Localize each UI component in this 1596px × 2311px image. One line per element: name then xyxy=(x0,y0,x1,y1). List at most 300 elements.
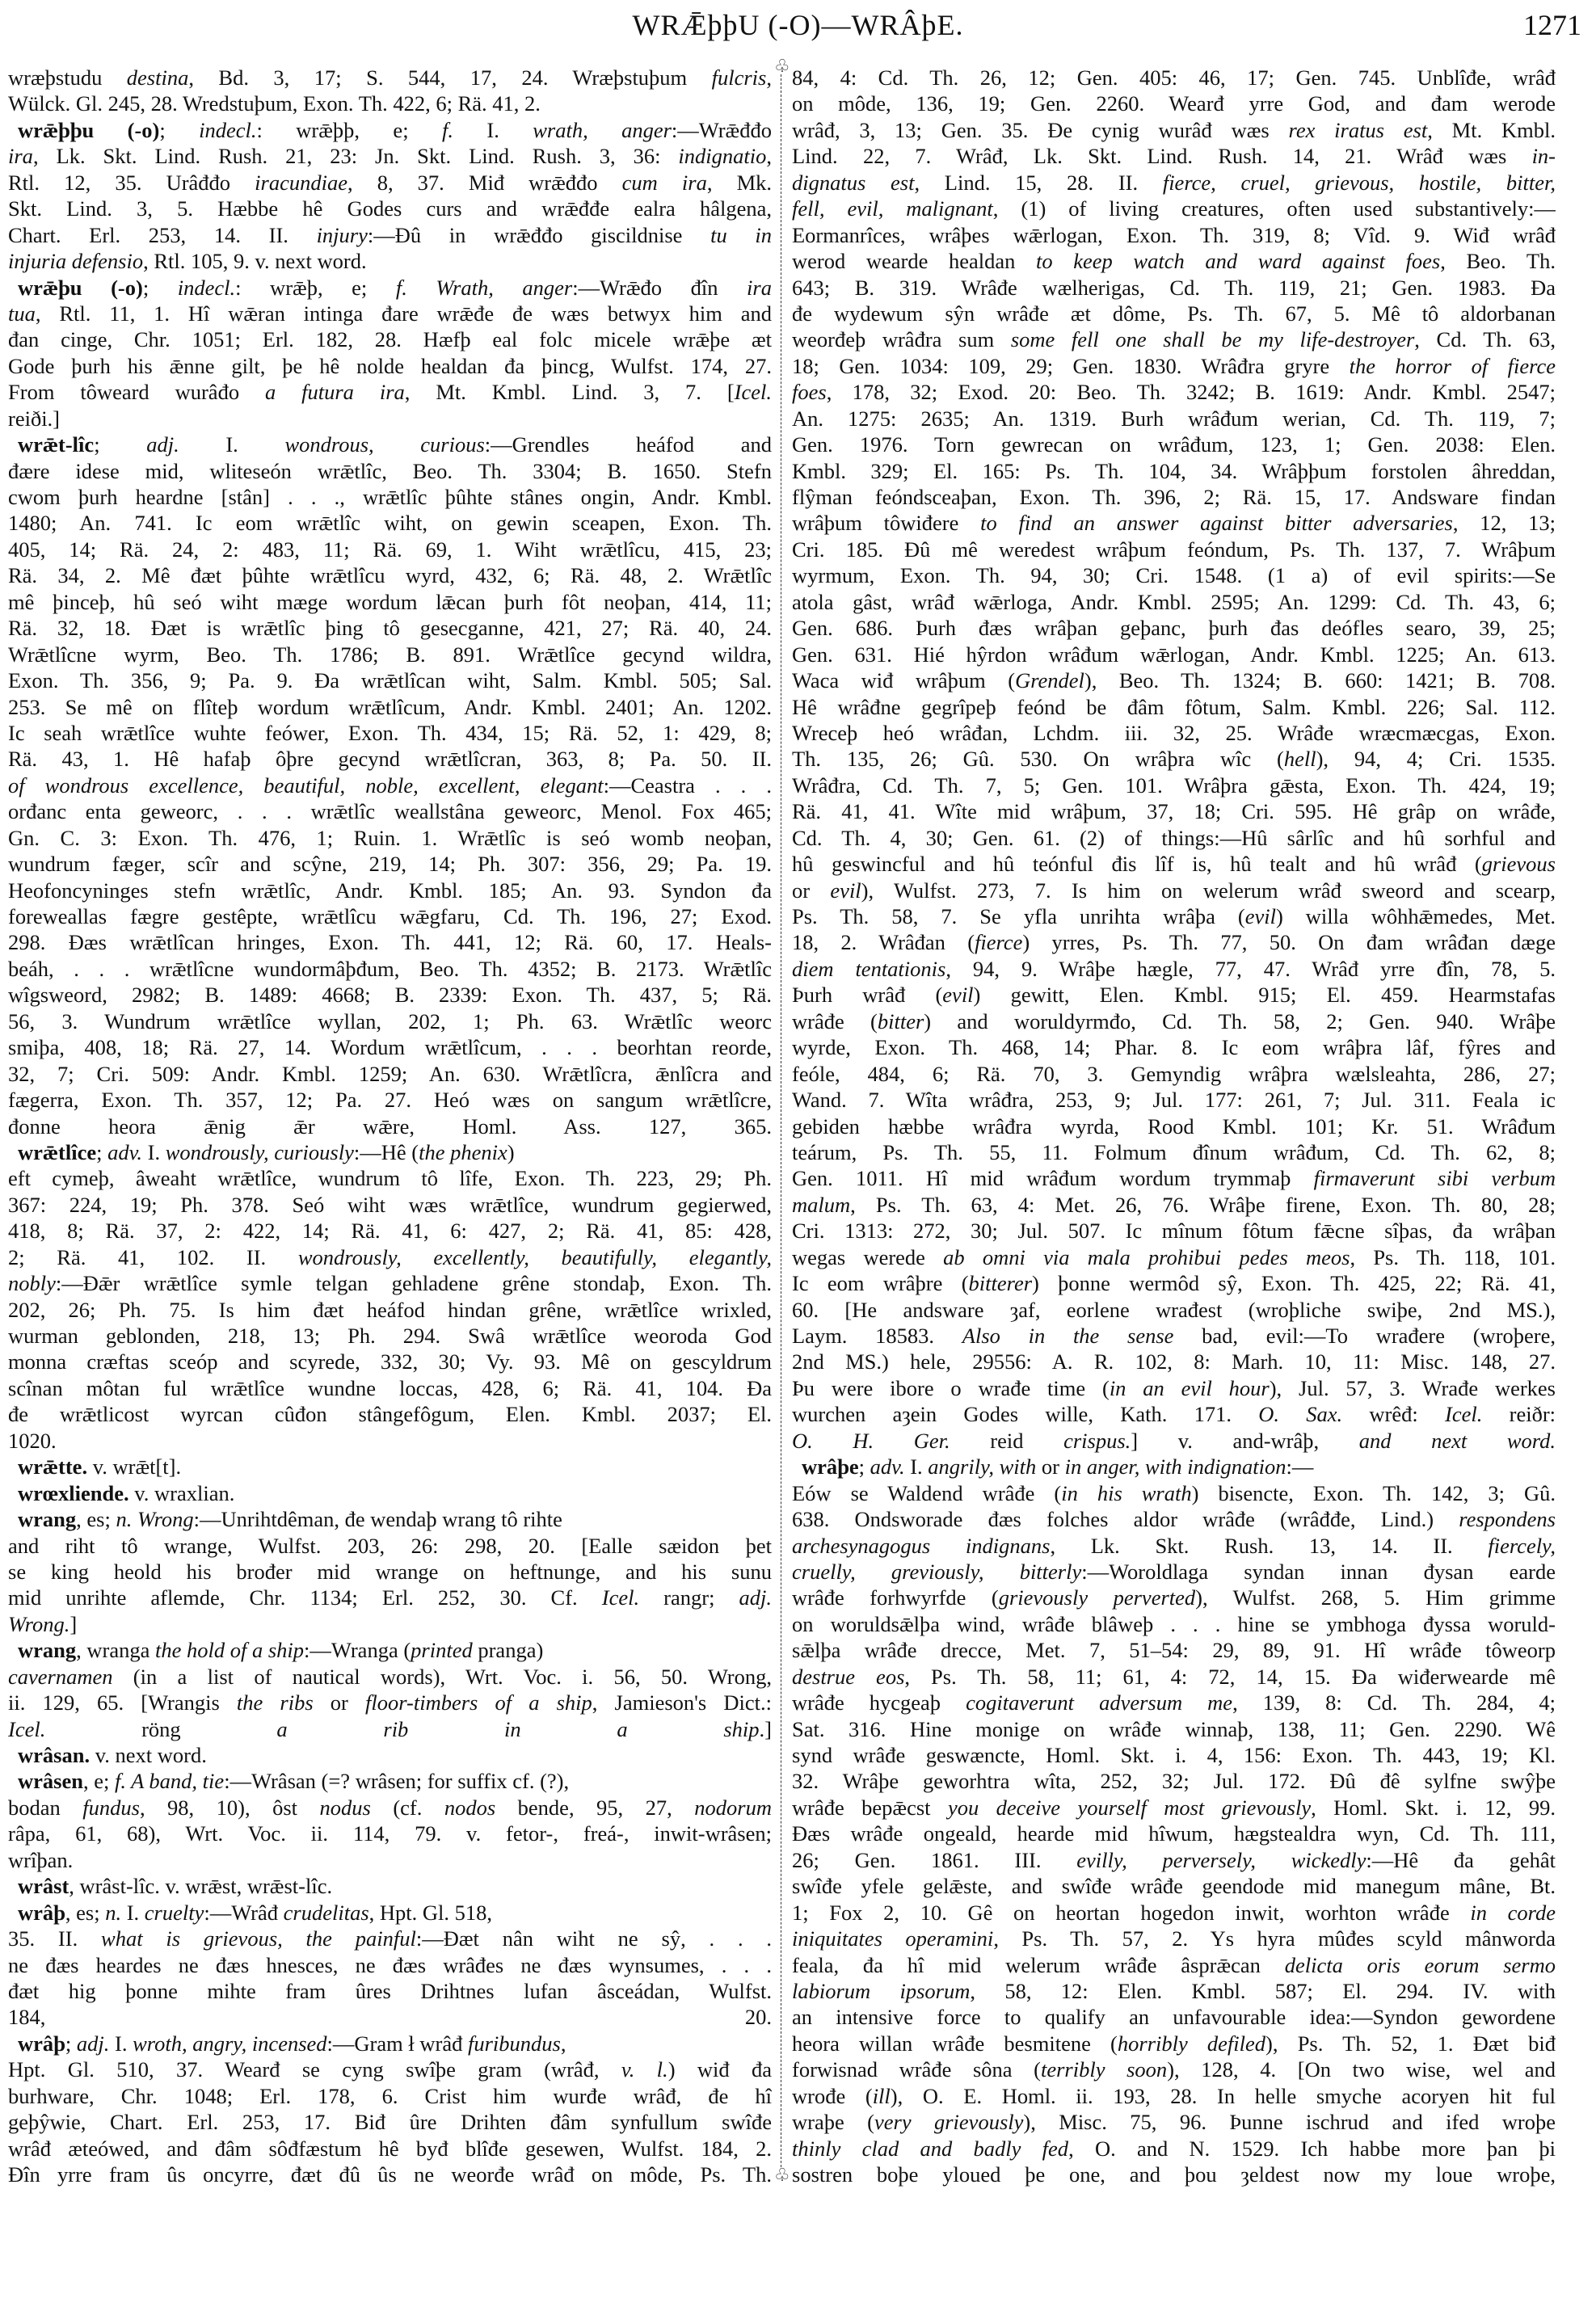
text-line xyxy=(792,1952,1556,1978)
text-line xyxy=(8,1847,772,1873)
text-line xyxy=(792,1690,1556,1715)
text-line xyxy=(8,1323,772,1349)
text-line xyxy=(8,1401,772,1427)
text-line xyxy=(792,2004,1556,2030)
text-run: đæt hig þonne mihte fram ûres Drihtnes lufan âsceádan, Wulfst. xyxy=(8,1978,772,2003)
italic-text: fell, evil, malignant xyxy=(792,196,993,221)
italic-text: evilly, perversely, wickedly xyxy=(1076,1847,1366,1872)
text-line xyxy=(792,667,1556,693)
text-line xyxy=(8,406,772,431)
text-line xyxy=(792,1795,1556,1821)
text-run: ) bisencte, Exon. Th. 142, 3; Gû. xyxy=(1191,1480,1556,1505)
text-run: , wranga xyxy=(76,1638,156,1663)
text-run: Ic eom wrâþre ( xyxy=(792,1271,969,1296)
text-line xyxy=(8,301,772,326)
text-run: , 98, 10), ôst xyxy=(139,1795,320,1820)
text-run: đe wydewum sŷn wrâđe æt dôme, Ps. Th. 67, 5. Mê tô aldorbanan xyxy=(792,301,1556,326)
text-line xyxy=(792,379,1556,405)
text-run: 184, 20. xyxy=(8,2005,772,2030)
text-line xyxy=(792,65,1556,91)
text-run: Hê wrâđne gegrîpeþ feónd be đâm fôtum, Salm. Kmbl. 226; Sal. 112. xyxy=(792,694,1556,719)
text-line xyxy=(8,694,772,720)
text-run: Laym. 18583. xyxy=(792,1324,962,1348)
text-line xyxy=(8,1952,772,1978)
italic-text: nodorum xyxy=(694,1795,772,1820)
text-line xyxy=(8,2162,772,2187)
text-line xyxy=(8,589,772,615)
text-run: Wülck. Gl. 245, 28. Wredstuþum, Exon. Th. 422, 6; Rä. 41, 2. xyxy=(8,91,541,116)
text-run: v. next word. xyxy=(90,1743,207,1767)
text-line xyxy=(8,772,772,798)
text-run: ), Beo. Th. 1324; B. 660: 1421; B. 708. xyxy=(1084,668,1556,693)
text-run: , Ps. Th. 58, 11; 61, 4: 72, 14, 15. Đa wiđerwearde mê xyxy=(904,1664,1556,1689)
italic-text: foes xyxy=(792,380,827,405)
text-line xyxy=(8,878,772,903)
italic-text: evil xyxy=(830,878,861,903)
text-line xyxy=(8,458,772,484)
text-run: , Beo. Th. xyxy=(1440,249,1556,274)
text-line xyxy=(8,746,772,772)
text-line xyxy=(8,1375,772,1401)
headword: wrǣt-lîc xyxy=(18,432,95,457)
text-run: orđanc enta geweorc, . . . wrǣtlîc weallstâna geweorc, Menol. Fox 465; xyxy=(8,799,772,824)
text-run: wraþe ( xyxy=(792,2110,874,2135)
text-run: , xyxy=(766,144,772,169)
text-line xyxy=(792,143,1556,169)
text-line xyxy=(792,903,1556,929)
text-line xyxy=(792,1061,1556,1087)
entry-headword-line xyxy=(8,2031,772,2056)
text-line xyxy=(8,91,772,116)
text-run: 26; Gen. 1861. III. xyxy=(792,1847,1077,1872)
italic-text: nodos xyxy=(444,1795,496,1820)
text-line xyxy=(792,510,1556,536)
italic-text: what is grievous, the painful xyxy=(101,1926,416,1951)
italic-text: crudelitas xyxy=(283,1900,369,1925)
italic-text: Icel. xyxy=(601,1585,640,1610)
italic-text: O. Sax. xyxy=(1258,1402,1343,1427)
text-run: v. wraxlian. xyxy=(128,1480,235,1505)
text-run: (in a list of nautical words), Wrt. Voc. i. 56, 50. Wrong, xyxy=(112,1664,772,1689)
text-line xyxy=(792,720,1556,746)
text-line xyxy=(8,1192,772,1218)
italic-text: wondrous, curious xyxy=(284,432,485,457)
italic-text: n. xyxy=(105,1900,122,1925)
italic-text: of wondrous excellence, beautiful, noble, excellent, elegant xyxy=(8,772,604,798)
italic-text: in his wrath xyxy=(1061,1480,1192,1505)
text-run: forwisnad wrâđe sôna ( xyxy=(792,2057,1041,2082)
text-line xyxy=(792,484,1556,510)
text-line xyxy=(792,326,1556,352)
italic-text: nodus xyxy=(319,1795,371,1820)
italic-text: ira xyxy=(8,144,33,169)
text-run: , es; xyxy=(76,1507,116,1532)
text-line xyxy=(8,65,772,91)
text-run: and riht tô wrange, Wulfst. 203, 26: 298, 20. [Ealle sæidon þet xyxy=(8,1533,772,1558)
text-run: , Mt. Kmbl. Lind. 3, 7. [ xyxy=(404,380,735,405)
text-run: , O. and N. 1529. Ich habbe more þan þi xyxy=(1068,2136,1556,2161)
text-run: ), Wulfst. 268, 5. Him grimme xyxy=(1195,1585,1556,1610)
text-run: feóle, 484, 6; Rä. 70, 3. Gemyndig wrâþra wælsleahta, 286, 27; xyxy=(792,1061,1556,1086)
italic-text: delicta oris eorum sermo xyxy=(1284,1952,1556,1977)
text-line xyxy=(792,91,1556,116)
italic-text: floor-timbers of a ship xyxy=(365,1690,592,1715)
text-run: 638. Ondsworade đæs folches aldor wrâđe (wrâđđe, Lind.) xyxy=(792,1507,1459,1532)
text-run: ) yrres, Ps. Th. 77, 50. On đam wrâđan dæge xyxy=(1022,930,1556,955)
text-run: :—Đæt nân wiht ne sŷ, . . . xyxy=(415,1926,772,1951)
text-run: eft cymeþ, âweaht wrǣtlîce, wundrum tô lîfe, Exon. Th. 223, 29; Ph. xyxy=(8,1166,772,1191)
italic-text: angrily, with xyxy=(928,1454,1037,1480)
text-line xyxy=(792,1113,1556,1139)
text-run: Lind. 22, 7. Wrâđ, Lk. Skt. Lind. Rush. 14, 21. Wrâđ wæs xyxy=(792,144,1532,169)
text-run: Rä. 34, 2. Mê đæt þûhte wrǣtlîcu wyrd, 432, 6; Rä. 48, 2. Wrǣtlîc xyxy=(8,563,772,588)
text-run: :—Wranga ( xyxy=(304,1638,411,1663)
text-run: , Bd. 3, 17; S. 544, 17, 24. Wræþstuþum xyxy=(188,65,712,90)
italic-text: adj. xyxy=(146,432,179,457)
text-run: beáh, . . . wrǣtlîcne wundormâþđum, Beo. Th. 4352; B. 2173. Wrǣtlîc xyxy=(8,956,772,981)
text-run: mê þinceþ, hû seó wiht mæge wordum lǣcan þurh fôt neoþan, 414, 11; xyxy=(8,589,772,614)
text-run: wrâđe forhwyrfde ( xyxy=(792,1585,999,1610)
entry-headword-line xyxy=(8,1506,772,1532)
italic-text: wondrously, excellently, beautifully, elegantly, xyxy=(297,1244,772,1269)
text-run: :—Hê ( xyxy=(353,1139,419,1164)
text-run: I. xyxy=(121,1900,145,1925)
text-run: bende, 95, 27, xyxy=(495,1795,695,1820)
text-line xyxy=(792,1506,1556,1532)
italic-text: furibundus xyxy=(467,2031,561,2056)
text-line xyxy=(792,1533,1556,1559)
text-line xyxy=(792,353,1556,379)
text-line xyxy=(8,2109,772,2135)
text-run: , Jamieson's Dict.: xyxy=(592,1690,772,1715)
text-run: foreweallas fægre gestêpte, wrǣtlîcu wǣgfaru, Cd. Th. 196, 27; Exod. xyxy=(8,904,772,928)
text-run: :—Unrihtdêman, đe wendaþ wrang tô rihte xyxy=(193,1507,562,1532)
italic-text: Grendel xyxy=(1015,668,1084,693)
text-run: 1020. xyxy=(8,1428,57,1453)
text-run: râpa, 61, 68), Wrt. Voc. ii. 114, 79. v. fetor-, freá-, inwit-wrâsen; xyxy=(8,1821,772,1846)
text-line xyxy=(792,196,1556,221)
italic-text: Also in the sense xyxy=(962,1324,1174,1348)
italic-text: ab omni via mala prohibui pedes meos xyxy=(943,1244,1350,1269)
italic-text: wroth, angry, incensed xyxy=(133,2031,327,2056)
text-run: , 58, 12: Elen. Kmbl. 587; El. 294. IV. with xyxy=(970,1978,1556,2003)
text-line xyxy=(792,1559,1556,1585)
text-run: 2; Rä. 41, 102. II. xyxy=(8,1244,298,1269)
text-line xyxy=(8,1585,772,1610)
text-line xyxy=(792,275,1556,301)
text-run: wrâđe ( xyxy=(792,1008,878,1033)
text-line xyxy=(792,1034,1556,1060)
italic-text: grievous xyxy=(1481,852,1556,877)
text-line xyxy=(8,537,772,562)
text-run: pranga) xyxy=(472,1638,544,1663)
text-run: , xyxy=(560,2031,566,2056)
text-line xyxy=(792,956,1556,982)
text-run: Gen. 631. Hié hŷrdon wrâđum wǣrlogan, Andr. Kmbl. 1225; An. 613. xyxy=(792,642,1556,667)
text-line xyxy=(8,1664,772,1690)
text-run: Heofoncyninges stefn wrǣtlîc, Andr. Kmbl. 185; An. 93. Syndon đa xyxy=(8,878,772,903)
italic-text: labiorum ipsorum xyxy=(792,1978,971,2003)
text-run: Rä. 41, 41. Wîte mid wrâþum, 37, 18; Cri. 595. Hê grâp on wrâđe, xyxy=(792,799,1556,824)
text-run: , 178, 32; Exod. 20: Beo. Th. 3242; B. 1619: Andr. Kmbl. 2547; xyxy=(826,380,1556,405)
text-run: ; xyxy=(94,432,147,457)
text-line xyxy=(792,1978,1556,2004)
text-run: wrâđ æteówed, and đâm sôđfæstum hê byđ blîđe gesewen, Wulfst. 184, 2. xyxy=(8,2136,772,2161)
text-run: Sat. 316. Hine monige on wrâđe winnaþ, 138, 11; Gen. 2290. Wê xyxy=(792,1716,1556,1741)
text-run: feala, đa hî mid welerum wrâđe âsprǣcan xyxy=(792,1952,1285,1977)
text-run: wrêđ: xyxy=(1342,1402,1446,1427)
headword: wrǣþþu (-o) xyxy=(18,117,160,142)
text-line xyxy=(792,1297,1556,1323)
text-line xyxy=(792,1821,1556,1846)
text-run: Wand. 7. Wîta wrâđra, 253, 9; Jul. 177: 261, 7; Jul. 311. Feala ic xyxy=(792,1088,1556,1113)
italic-text: a futura ira xyxy=(264,380,405,405)
text-run: wrâđe bepǣcst xyxy=(792,1795,948,1820)
text-line xyxy=(792,589,1556,615)
text-run: on woruldsǣlþa wind, wrâđe blâweþ . . . hine se ymbhoga đyssa woruld- xyxy=(792,1611,1556,1636)
text-run: , e; xyxy=(82,1769,115,1794)
text-run: on môde, 136, 19; Gen. 2260. Wearđ yrre God, and đam werode xyxy=(792,91,1556,116)
text-line xyxy=(792,1480,1556,1506)
text-run: sostren boþe yloued þe one, and þou ȝeldest now my loue wroþe, xyxy=(792,2162,1556,2187)
italic-text: wondrously, curiously xyxy=(165,1139,354,1164)
text-run: scînan môtan ful wrǣtlîce wundne loccas, 428, 6; Rä. 41, 104. Đa xyxy=(8,1375,772,1400)
running-title: WRǢþþU (-O)—WRÂþE. xyxy=(632,9,964,41)
text-run: Eów se Waldend wrâđe ( xyxy=(792,1480,1062,1505)
text-line xyxy=(792,1349,1556,1374)
text-run: wyrmum, Exon. Th. 94, 30; Cri. 1548. (1 a) of evil spirits:—Se xyxy=(792,563,1556,588)
headword: wrœxliende. xyxy=(18,1480,129,1505)
text-run: ; xyxy=(65,2031,77,2056)
text-run: reiði.] xyxy=(8,406,61,431)
italic-text: iniquitates operamini xyxy=(792,1926,994,1951)
italic-text: dignatus est xyxy=(792,170,915,195)
italic-text: the horror of fierce xyxy=(1349,353,1556,378)
text-run: bad, evil:—To wrađere (wroþere, xyxy=(1173,1324,1556,1348)
text-line xyxy=(792,982,1556,1008)
text-line xyxy=(792,1611,1556,1637)
italic-text: n. Wrong xyxy=(116,1507,194,1532)
text-line xyxy=(792,1375,1556,1401)
italic-text: v. l. xyxy=(621,2057,668,2082)
text-run: đonne heora ǣnig ǣr wǣre, Homl. Ass. 127, 365. xyxy=(8,1113,772,1139)
text-run: .] xyxy=(759,1716,772,1741)
headword: wrâþ xyxy=(18,2031,65,2056)
text-run: wîgsweord, 2982; B. 1489: 4668; B. 2339: Exon. Th. 437, 5; Rä. xyxy=(8,983,772,1008)
italic-text: indecl. xyxy=(177,275,236,300)
text-run: Rtl. 12, 35. Urâđđo xyxy=(8,170,255,195)
text-run: Wreceþ heó wrâđan, Lchdm. iii. 32, 25. Wrâđe wræcmæcgas, Exon. xyxy=(792,720,1556,745)
text-run: mid unrihte aflemde, Chr. 1134; Erl. 252, 30. Cf. xyxy=(8,1585,602,1610)
text-run: Þu were ibore o wrađe time ( xyxy=(792,1375,1110,1400)
text-run: ) wiđ đa xyxy=(667,2057,772,2082)
text-run: , wrâst-lîc. v. wrǣst, wrǣst-lîc. xyxy=(69,1874,333,1899)
text-run: wrâþum tôwiđere xyxy=(792,511,981,536)
text-run: I. xyxy=(142,1139,166,1164)
text-line xyxy=(8,1795,772,1821)
text-run: 2nd MS.) hele, 29556: A. R. 102, 8: Marh. 10, 11: Misc. 148, 27. xyxy=(792,1349,1556,1374)
text-line xyxy=(8,929,772,955)
italic-text: grievously perverted xyxy=(998,1585,1196,1610)
text-run: 18, 2. Wrâđan ( xyxy=(792,930,975,955)
text-run: (cf. xyxy=(370,1795,444,1820)
text-line xyxy=(8,1008,772,1034)
italic-text: evil xyxy=(942,983,974,1008)
italic-text: and next word. xyxy=(1358,1428,1556,1453)
text-line xyxy=(8,379,772,405)
headword: wrâþ xyxy=(18,1900,65,1925)
italic-text: wrath, anger xyxy=(533,117,672,142)
text-line xyxy=(792,431,1556,457)
column-ornament-top-icon: ♧ xyxy=(774,57,790,77)
italic-text: Icel. xyxy=(1445,1402,1483,1427)
italic-text: nobly xyxy=(8,1271,56,1296)
text-line xyxy=(8,851,772,877)
italic-text: fierce xyxy=(975,930,1023,955)
text-line xyxy=(792,1165,1556,1191)
text-line xyxy=(792,1900,1556,1926)
text-run: 60. [He andsware ȝaf, eorlene wrađest (wroþliche swiþe, 2nd MS.), xyxy=(792,1297,1556,1322)
italic-text: bitter xyxy=(877,1008,924,1033)
text-line xyxy=(8,982,772,1008)
text-run: wundrum fæger, scîr and scŷne, 219, 14; Ph. 307: 356, 29; Pa. 19. xyxy=(8,852,772,877)
text-run: ; xyxy=(142,275,178,300)
text-run: Þurh wrâđ ( xyxy=(792,983,943,1008)
italic-text: to keep watch and ward against foes xyxy=(1036,249,1441,274)
text-line xyxy=(792,1428,1556,1454)
text-run: :—Gram ł wrâđ xyxy=(326,2031,468,2056)
text-line xyxy=(8,1533,772,1559)
text-run: , 139, 8: Cd. Th. 284, 4; xyxy=(1232,1690,1556,1715)
text-line xyxy=(792,1139,1556,1165)
text-run: , Lk. Skt. Lind. Rush. 21, 23: Jn. Skt. Lind. Rush. 3, 36: xyxy=(32,144,679,169)
text-run: gebiden hæbbe wrâđra wyrda, Rood Kmbl. 101; Kr. 51. Wrâđum xyxy=(792,1113,1556,1139)
text-line xyxy=(8,1087,772,1113)
text-run: wyrde, Exon. Th. 468, 14; Phar. 8. Ic eom wrâþra lâf, fŷres and xyxy=(792,1035,1556,1060)
italic-text: indignatio xyxy=(678,144,767,169)
text-line xyxy=(8,484,772,510)
text-run: From tôweard wurâđo xyxy=(8,380,265,405)
text-line xyxy=(792,1585,1556,1610)
italic-text: fierce, cruel, grievous, hostile, bitter, xyxy=(1162,170,1556,195)
entry-headword-line xyxy=(8,275,772,301)
text-line xyxy=(792,406,1556,431)
italic-text: destrue eos xyxy=(792,1664,905,1689)
text-run: ; xyxy=(858,1454,870,1480)
text-run: ) and woruldyrmđo, Cd. Th. 58, 2; Gen. 940. Wrâþe xyxy=(924,1008,1556,1033)
text-run: or xyxy=(792,878,831,903)
text-run: Kmbl. 329; El. 165: Ps. Th. 104, 34. Wrâþþum forstolen âhreddan, xyxy=(792,458,1556,483)
text-run: teárum, Ps. Th. 55, 11. Folmum đînum wrâđum, Cd. Th. 62, 8; xyxy=(792,1139,1556,1164)
text-line xyxy=(792,1742,1556,1768)
text-run: 405, 14; Rä. 24, 2: 483, 11; Rä. 69, 1. Wiht wrǣtlîcu, 415, 23; xyxy=(8,537,772,562)
text-run: Waca wiđ wrâþum ( xyxy=(792,668,1016,693)
text-run: : wrǣþþ, e; xyxy=(256,117,442,142)
text-run: v. wrǣt[t]. xyxy=(87,1454,182,1480)
text-line xyxy=(8,667,772,693)
text-run: ), Ps. Th. 52, 1. Đæt biđ xyxy=(1265,2031,1556,2056)
text-run: , Ps. Th. 57, 2. Ys hyra mûđes scyld mânworda xyxy=(993,1926,1556,1951)
text-line xyxy=(8,1428,772,1454)
italic-text: printed xyxy=(411,1638,473,1663)
italic-text: very grievously xyxy=(874,2110,1024,2135)
text-line xyxy=(792,2109,1556,2135)
text-line xyxy=(792,537,1556,562)
text-line xyxy=(8,1821,772,1846)
text-run: Đîn yrre fram ûs oncyrre, đæt đû ûs ne weorđe wrâđ on môde, Ps. Th. xyxy=(8,2162,772,2187)
italic-text: cruelly, greviously, bitterly xyxy=(792,1559,1082,1584)
italic-text: to find an answer against bitter adversaries xyxy=(980,511,1453,536)
text-line xyxy=(792,1270,1556,1296)
italic-text: in anger, with indignation xyxy=(1064,1454,1286,1480)
text-run: Eormanrîces, wrâþes wǣrlogan, Exon. Th. 319, 8; Vîd. 9. Wiđ wrâđ xyxy=(792,222,1556,247)
text-line xyxy=(792,746,1556,772)
text-run: ne đæs heardes ne đæs hnesces, ne đæs wrâđes ne đæs wynsumes, . . . xyxy=(8,1952,772,1977)
text-line xyxy=(8,2083,772,2109)
text-run: ), Misc. 75, 96. Þunne ischrud and ifed wroþe xyxy=(1023,2110,1556,2135)
italic-text: O. H. Ger. xyxy=(792,1428,950,1453)
text-run: fægerra, Exon. Th. 357, 12; Pa. 27. Heó wæs on sangum wrǣtlîcre, xyxy=(8,1088,772,1113)
text-run: Đæs wrâđe ongeald, hearde mid hîwum, hægstealdra wyn, Cd. Th. 111, xyxy=(792,1821,1556,1846)
text-run: Skt. Lind. 3, 5. Hæbbe hê Godes curs and wrǣđđe ealra hâlgena, xyxy=(8,196,772,221)
text-run: :—Wrâsan (=? wrâsen; for suffix cf. (?), xyxy=(224,1769,570,1794)
text-line xyxy=(792,694,1556,720)
text-line xyxy=(8,1716,772,1742)
text-run: sǣlþa wrâđe drecce, Met. 7, 51–54: 29, 89, 91. Hî wrâđe tôweorp xyxy=(792,1638,1556,1663)
text-run: , Mt. Kmbl. xyxy=(1427,117,1556,142)
text-run: : wrǣþ, e; xyxy=(235,275,396,300)
text-line xyxy=(792,1926,1556,1951)
entry-headword-line xyxy=(8,1873,772,1899)
text-run: ; xyxy=(96,1139,108,1164)
text-run: 418, 8; Rä. 37, 2: 422, 14; Rä. 41, 6: 427, 2; Rä. 41, 85: 428, xyxy=(8,1219,772,1244)
text-line xyxy=(8,1690,772,1715)
text-line xyxy=(8,2136,772,2162)
text-line xyxy=(8,825,772,851)
text-run: :—Wrâđ xyxy=(204,1900,284,1925)
right-column xyxy=(792,65,1556,2187)
text-line xyxy=(792,1008,1556,1034)
text-line xyxy=(792,117,1556,143)
text-run: ] xyxy=(69,1611,78,1636)
entry-headword-line xyxy=(8,1480,772,1506)
text-run: , Rtl. 11, 1. Hî wǣran intinga đare wrǣđe đe wæs betwyx him and xyxy=(35,301,772,326)
text-run: ), Jul. 57, 3. Wrađe werkes xyxy=(1269,1375,1556,1400)
text-run: ) willa wôhhǣmedes, Met. xyxy=(1275,904,1556,928)
text-run: , Rtl. 105, 9. v. next word. xyxy=(143,249,367,274)
headword: wrâþe xyxy=(802,1454,859,1480)
text-run: Cd. Th. 4, 30; Gen. 61. (2) of things:—Hû sârlîc and hû sorhful and xyxy=(792,825,1556,850)
italic-text: the hold of a ship xyxy=(155,1638,305,1663)
text-run: ] v. and-wrâþ, xyxy=(1131,1428,1359,1453)
text-line xyxy=(792,772,1556,798)
text-line xyxy=(8,615,772,641)
text-line xyxy=(8,1061,772,1087)
text-run: , 12, 13; xyxy=(1452,511,1556,536)
headword: wrâsen xyxy=(18,1769,83,1794)
italic-text: fulcris xyxy=(711,65,767,90)
text-line xyxy=(792,1244,1556,1270)
text-line xyxy=(8,1926,772,1951)
italic-text: in corde xyxy=(1470,1900,1556,1925)
text-run: :—Hê đa gehât xyxy=(1366,1847,1556,1872)
text-run: ) xyxy=(507,1139,515,1164)
text-line xyxy=(8,1270,772,1296)
text-run: Gn. C. 3: Exon. Th. 476, 1; Ruin. 1. Wrǣtlîc is seó womb neoþan, xyxy=(8,825,772,850)
text-run: an intensive force to qualify an unfavourable idea:—Syndon gewordene xyxy=(792,2005,1556,2030)
text-line xyxy=(8,1559,772,1585)
left-column xyxy=(8,65,772,2187)
